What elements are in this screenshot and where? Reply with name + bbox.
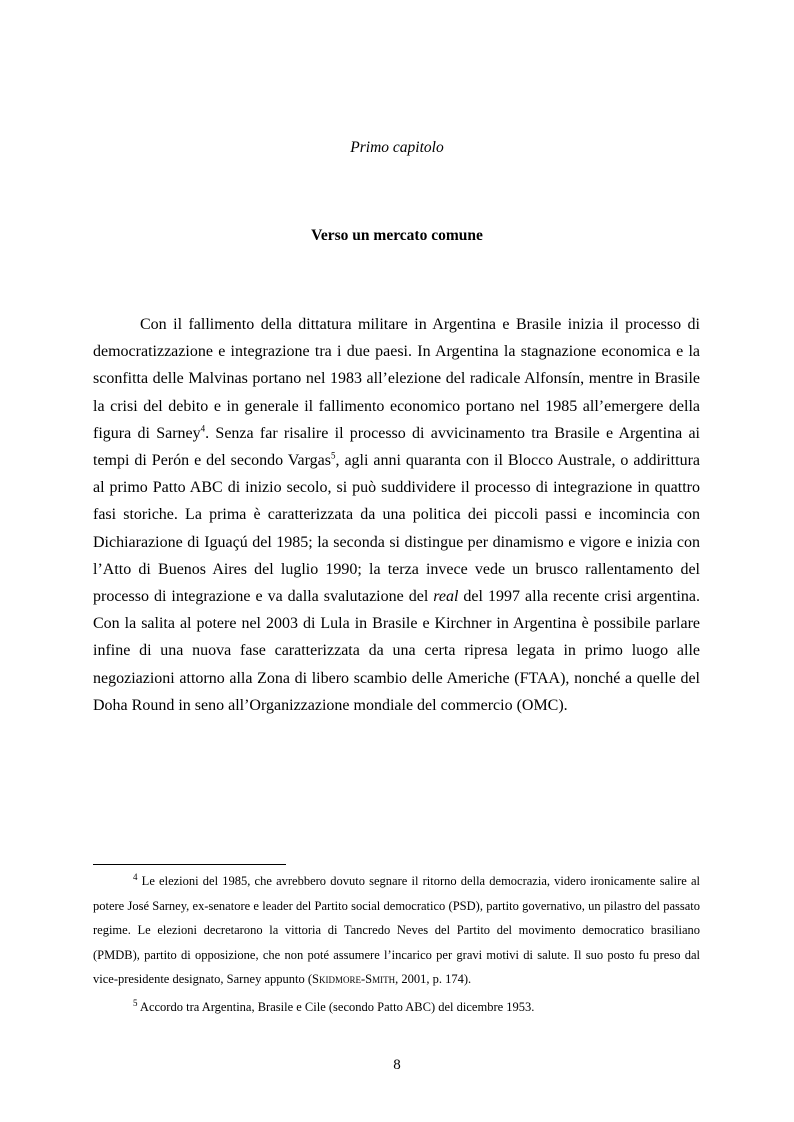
footnote-text: Le elezioni del 1985, che avrebbero dovuto segnare il ritorno della democrazia, videro ironicamente salire al potere José Sarney, ex-senatore e leader del Partito social democratico (PSD), partito governativo, un pilastro del passato regime. Le elezioni decretarono la vittoria di Tancredo Neves del Partito del movimento democratico brasiliano (PMDB), partito di opposizione, che non poté assumere l’incarico per gravi motivi di salute. Il suo posto fu preso dal vice-presidente designato, Sarney appunto (: [93, 874, 700, 986]
footnote-number: 5: [133, 997, 138, 1008]
body-text-segment: Con il fallimento della dittatura militare in Argentina e Brasile inizia il processo di democratizzazione e integrazione tra i due paesi. In Argentina la stagnazione economica e la sconfitta delle Malvinas portano nel 1983 all’elezione del radicale Alfonsín, mentre in Brasile la crisi del debito e in generale il fallimento economico portano nel 1985 all’emergere della figura di Sarney: [93, 316, 700, 442]
footnote-text: Accordo tra Argentina, Brasile e Cile (secondo Patto ABC) del dicembre 1953.: [137, 1000, 535, 1014]
footnote-ref-5[interactable]: 5: [331, 450, 336, 461]
footnote-5: [93, 995, 700, 1020]
chapter-label: Primo capitolo: [350, 139, 444, 156]
footnote-text: , 2001, p. 174).: [395, 972, 472, 986]
body-text-segment: del 1997 alla recente crisi argentina. Con la salita al potere nel 2003 di Lula in Brasile e Kirchner in Argentina è possibile parlare infine di una nuova fase caratterizzata da una certa ripresa legata in primo luogo alle negoziazioni attorno alla Zona di libero scambio delle Americhe (FTAA), nonché a quelle del Doha Round in seno all’Organizzazione mondiale del commercio (OMC).: [93, 588, 700, 714]
body-paragraph: [93, 311, 700, 719]
footnote-number: 4: [133, 871, 138, 882]
body-text-segment: . Senza far risalire il processo di avvicinamento tra Brasile e Argentina ai tempi di Perón e del secondo Vargas: [93, 424, 701, 470]
footnote-ref-4[interactable]: 4: [200, 423, 206, 434]
body-text-segment: , agli anni quaranta con il Blocco Australe, o addirittura al primo Patto ABC di inizio secolo, si può suddividere il processo di integrazione in quattro fasi storiche. La prima è caratterizzata da una politica dei piccoli passi e incomincia con Dichiarazione di Iguaçú del 1985; la seconda si distingue per dinamismo e vigore e inizia con l’Atto di Buenos Aires del luglio 1990; la terza invece vede un brusco rallentamento del processo di integrazione e va dalla svalutazione del: [93, 452, 701, 606]
footnote-separator: [93, 864, 286, 865]
page-number: 8: [393, 1057, 401, 1073]
citation-author: Skidmore-Smith: [312, 972, 396, 986]
chapter-title: Verso un mercato comune: [311, 227, 483, 244]
footnote-4: [93, 869, 700, 992]
italic-term: real: [433, 588, 459, 606]
